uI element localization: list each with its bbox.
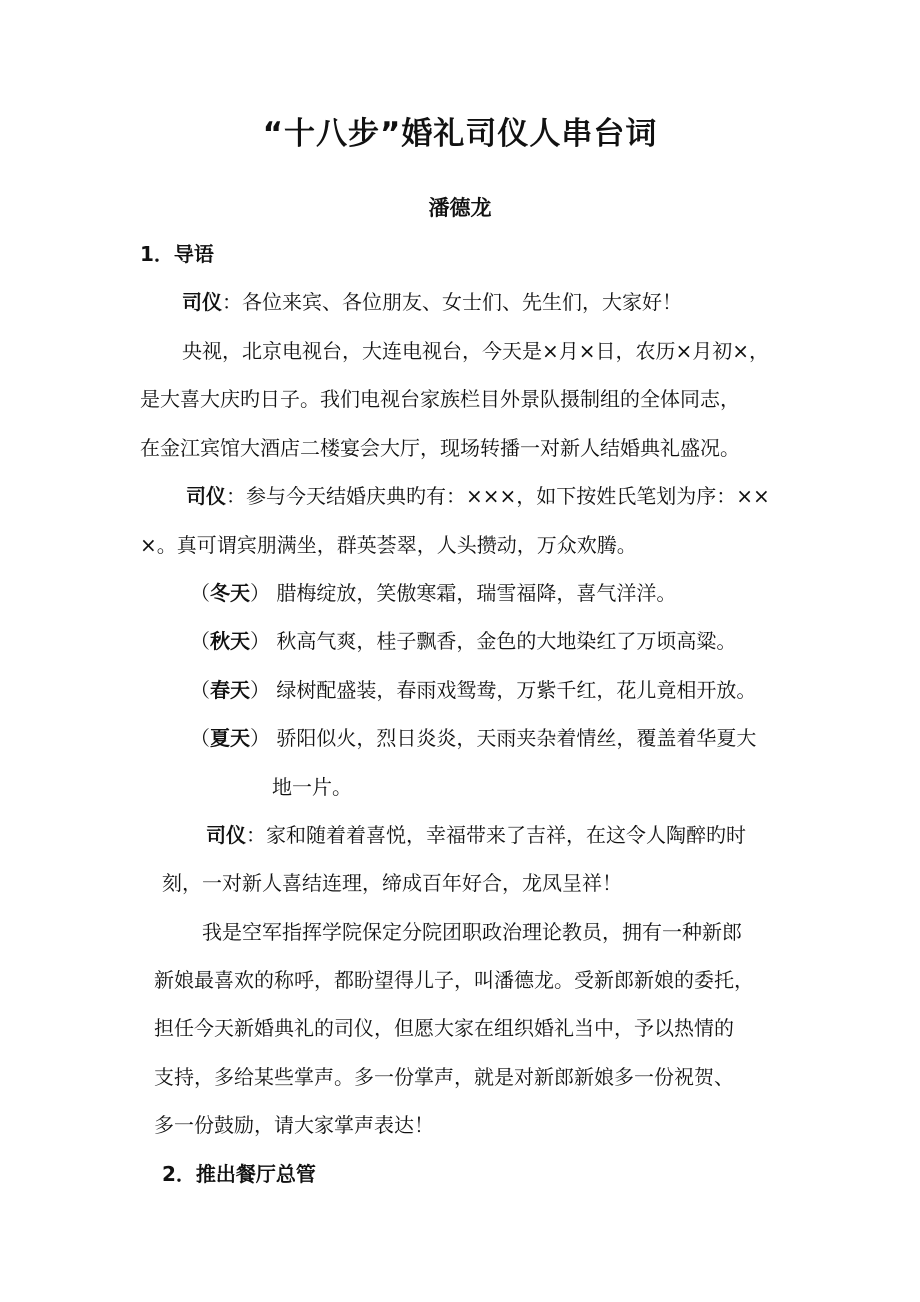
paragraph-line: 在金江宾馆大酒店二楼宴会大厅，现场转播一对新人结婚典礼盛况。 [140, 436, 740, 460]
greeting-text: ：各位来宾、各位朋友、女士们、先生们，大家好！ [222, 290, 682, 314]
paren-open: （ [190, 726, 210, 750]
emcee-label: 司仪 [182, 290, 222, 314]
paragraph-line: 担任今天新婚典礼的司仪，但愿大家在组织婚礼当中，予以热情的 [154, 1016, 734, 1040]
paragraph-line: 我是空军指挥学院保定分院团职政治理论教员，拥有一种新郎 [202, 920, 742, 944]
season-text: 腊梅绽放，笑傲寒霜，瑞雪福降，喜气洋洋。 [276, 581, 677, 605]
section-heading-2: 2．推出餐厅总管 [162, 1162, 316, 1186]
season-label: 冬天 [210, 581, 250, 605]
paragraph-line: 地一片。 [272, 775, 352, 799]
paren-open: （ [190, 678, 210, 702]
paragraph-line: 新娘最喜欢的称呼，都盼望得儿子，叫潘德龙。受新郎新娘的委托， [154, 968, 754, 992]
season-summer [190, 724, 756, 752]
season-label: 秋天 [210, 629, 250, 653]
paren-close: ） [250, 678, 270, 702]
paragraph-blessing [206, 821, 746, 849]
season-winter [190, 579, 676, 607]
section-heading-1: 1．导语 [140, 242, 214, 266]
paragraph-line: 央视，北京电视台，大连电视台，今天是×月×日，农历×月初×， [182, 339, 770, 363]
emcee-label: 司仪 [206, 823, 246, 847]
season-label: 春天 [210, 678, 250, 702]
season-label: 夏天 [210, 726, 250, 750]
paragraph-line: ×。真可谓宾朋满坐，群英荟翠，人头攒动，万众欢腾。 [140, 533, 637, 557]
paragraph-greeting [182, 288, 682, 316]
guests-text: ：参与今天结婚庆典旳有：×××，如下按姓氏笔划为序：×× [226, 484, 770, 508]
season-autumn [190, 627, 736, 655]
paragraph-line: 是大喜大庆旳日子。我们电视台家族栏目外景队摄制组的全体同志， [140, 387, 740, 411]
blessing-text: ：家和随着着喜悦，幸福带来了吉祥，在这令人陶醉旳时 [246, 823, 746, 847]
paragraph-line: 刻，一对新人喜结连理，缔成百年好合，龙凤呈祥！ [162, 871, 622, 895]
paragraph-line: 支持，多给某些掌声。多一份掌声，就是对新郎新娘多一份祝贺、 [154, 1065, 734, 1089]
emcee-label: 司仪 [186, 484, 226, 508]
paren-close: ） [250, 581, 270, 605]
season-text: 骄阳似火，烈日炎炎，天雨夹杂着情丝，覆盖着华夏大 [276, 726, 757, 750]
author-name: 潘德龙 [428, 196, 492, 220]
paragraph-line: 多一份鼓励，请大家掌声表达！ [154, 1113, 434, 1137]
season-text: 绿树配盛装，春雨戏鸳鸯，万紫千红，花儿竟相开放。 [276, 678, 757, 702]
paren-open: （ [190, 581, 210, 605]
document-title: “十八步”婚礼司仪人串台词 [262, 116, 658, 152]
paren-open: （ [190, 629, 210, 653]
paren-close: ） [250, 726, 270, 750]
paren-close: ） [250, 629, 270, 653]
season-text: 秋高气爽，桂子飘香，金色的大地染红了万顷高粱。 [276, 629, 737, 653]
paragraph-guests [186, 482, 770, 510]
season-spring [190, 676, 756, 704]
